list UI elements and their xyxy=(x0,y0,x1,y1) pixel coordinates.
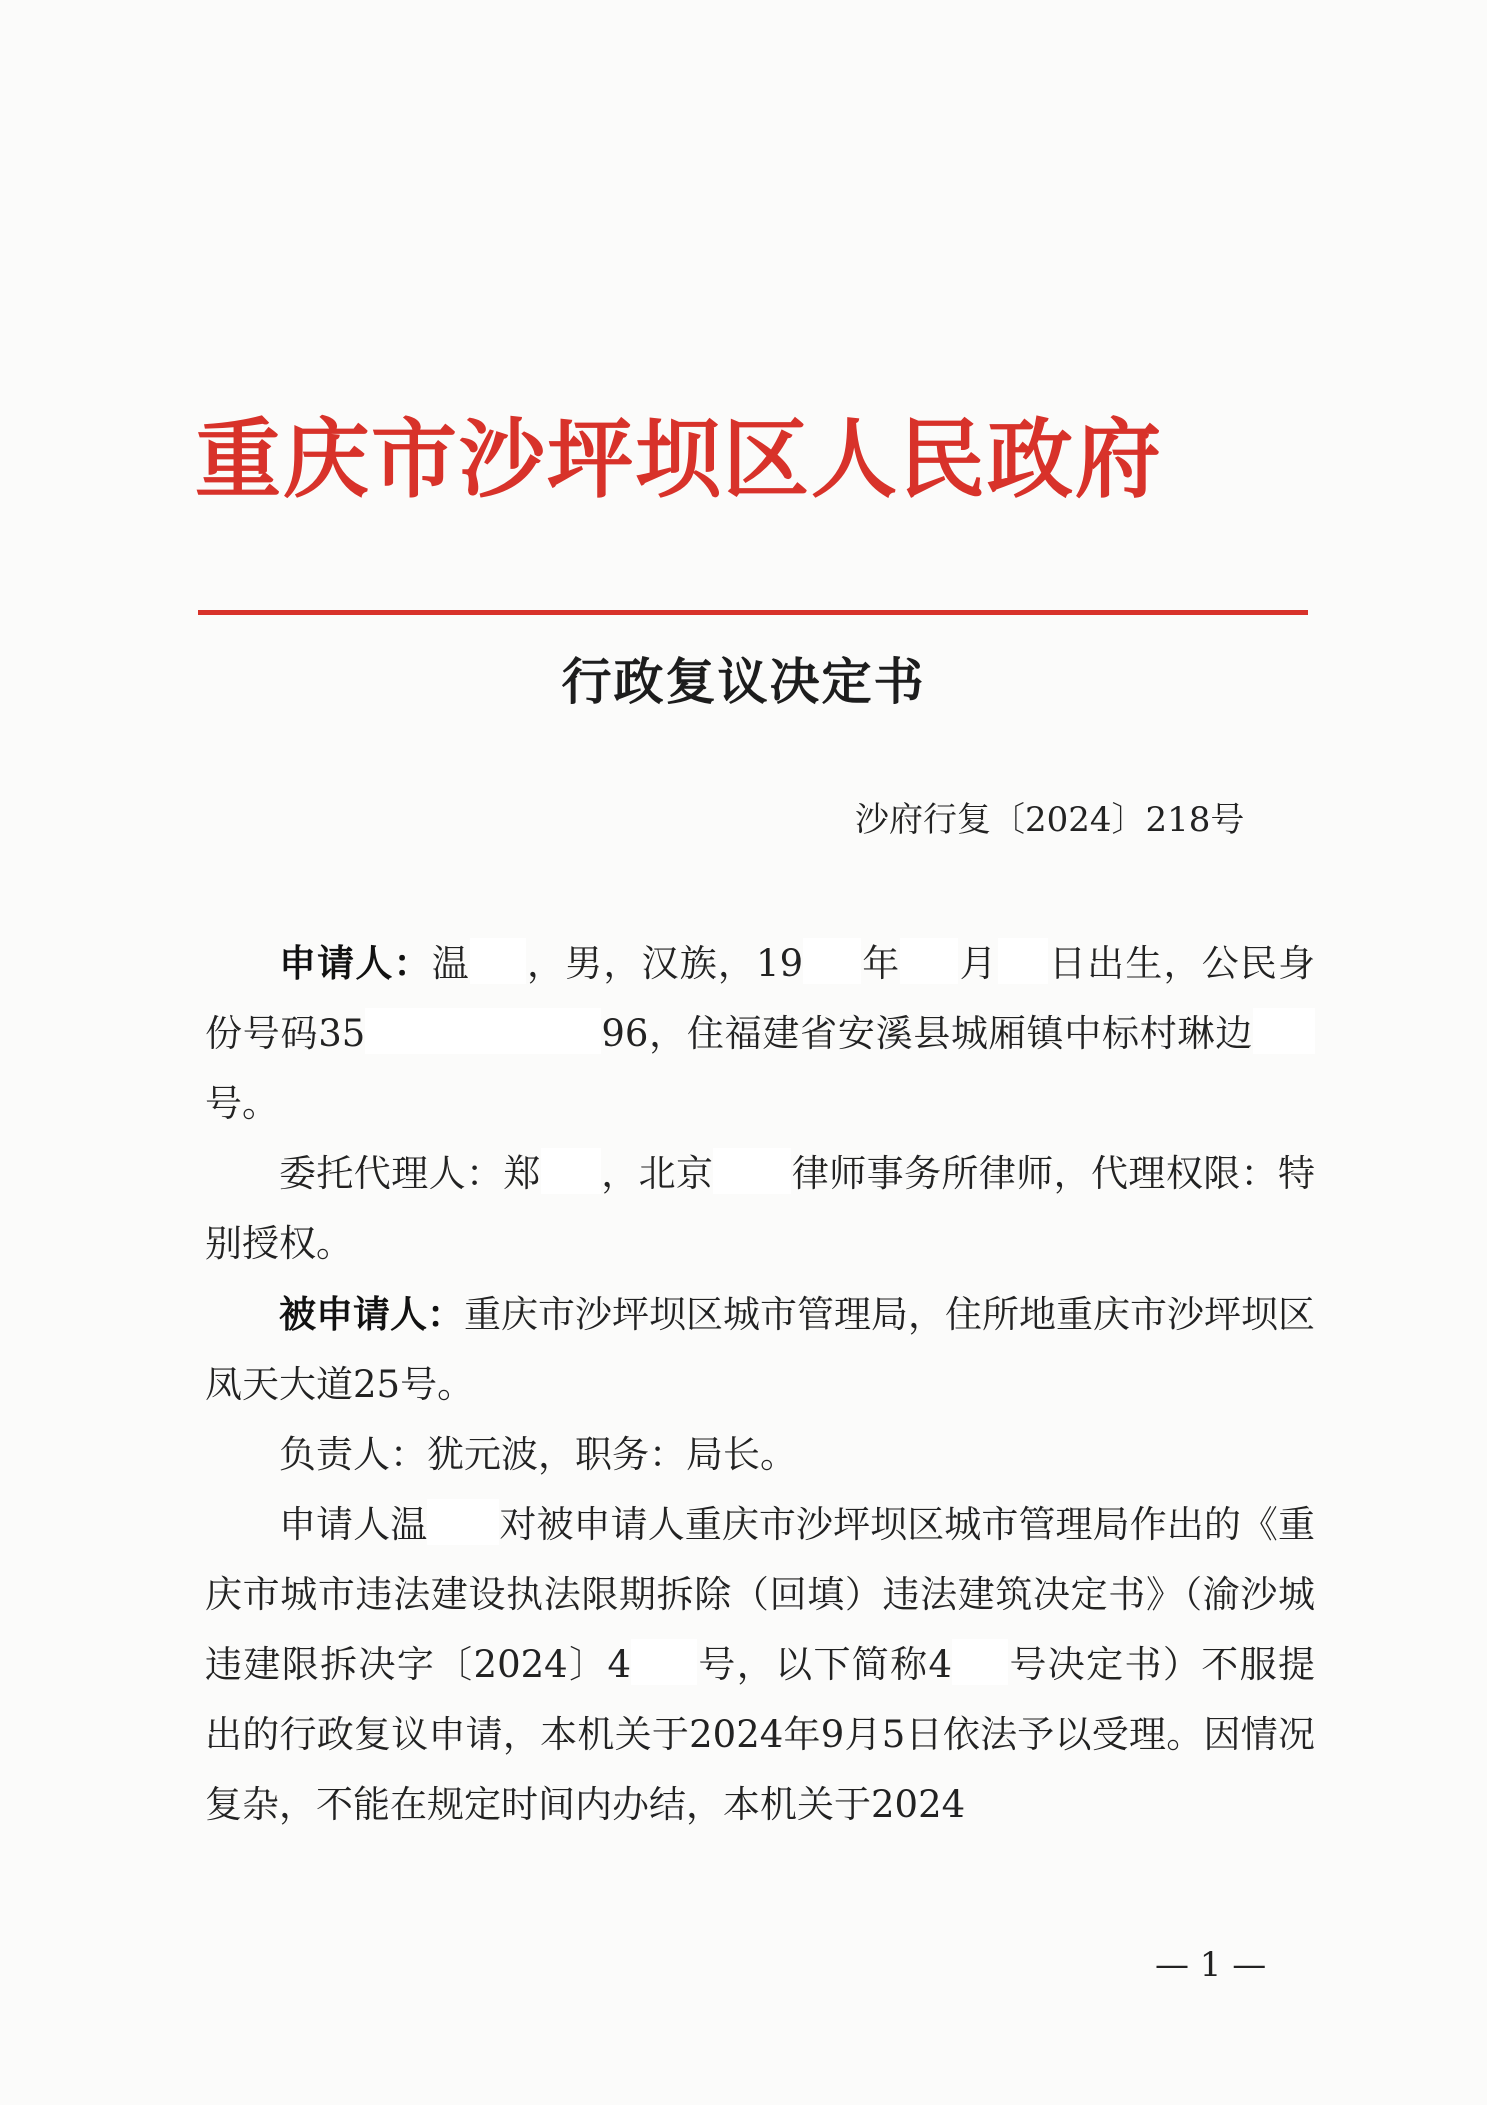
agent-text-3: 律师事务所律师，代理权限：特别授权。 xyxy=(205,1152,1316,1265)
document-title: 行政复议决定书 xyxy=(561,652,926,711)
document-body xyxy=(205,928,1315,1840)
applicant-text-4: 月 xyxy=(958,942,998,985)
red-divider-line xyxy=(198,610,1308,615)
page-number: — 1 — xyxy=(1155,1945,1267,1985)
redaction-box xyxy=(803,938,861,984)
applicant-text-6: 96，住福建省安溪县城厢镇中标村琳边 xyxy=(601,1012,1253,1055)
applicant-text-3: 年 xyxy=(861,942,901,985)
body-paragraph xyxy=(205,1490,1315,1840)
body-text-4: 号决定书）不服提出的行政复议申请，本机关于2024年9月5日依法予以受理。因情况复杂，不能在规定时间内办结，本机关于2024 xyxy=(205,1643,1315,1826)
body-text-2: 对被申请人重庆市沙坪坝区城市管理局作出的《重庆市城市违法建设执法限期拆除（回填）违法建筑决定书》（渝沙城违建限拆决字〔2024〕4 xyxy=(205,1503,1316,1686)
redaction-box xyxy=(631,1639,697,1685)
applicant-text-5: 日出生，公民身份号码35 xyxy=(205,942,1316,1055)
applicant-text-2: ，男，汉族，19 xyxy=(525,942,804,985)
redaction-box xyxy=(365,1008,601,1054)
redaction-box xyxy=(900,938,958,984)
applicant-text-7: 号。 xyxy=(205,1082,279,1125)
agent-text-2: ，北京 xyxy=(600,1152,714,1195)
redaction-box xyxy=(713,1148,791,1194)
respondent-label: 被申请人： xyxy=(279,1292,464,1336)
redaction-box xyxy=(470,938,526,984)
body-text-3: 号，以下简称4 xyxy=(696,1643,953,1686)
applicant-paragraph xyxy=(205,928,1315,1139)
principal-paragraph xyxy=(205,1420,1315,1490)
respondent-paragraph xyxy=(205,1279,1315,1420)
redaction-box xyxy=(998,938,1048,984)
body-text-1: 申请人温 xyxy=(279,1503,428,1546)
principal-text: 负责人：犹元波，职务：局长。 xyxy=(279,1433,797,1476)
applicant-text-1: 温 xyxy=(431,942,470,985)
redaction-box xyxy=(952,1639,1008,1685)
document-number: 沙府行复〔2024〕218号 xyxy=(855,800,1245,840)
agent-text-1: 委托代理人：郑 xyxy=(279,1152,541,1195)
applicant-label: 申请人： xyxy=(279,941,432,985)
redaction-box xyxy=(1253,1008,1315,1054)
redaction-box xyxy=(427,1499,499,1545)
agent-paragraph xyxy=(205,1139,1315,1279)
respondent-text: 重庆市沙坪坝区城市管理局，住所地重庆市沙坪坝区凤天大道25号。 xyxy=(205,1293,1315,1406)
issuing-authority-header: 重庆市沙坪坝区人民政府 xyxy=(195,409,1163,510)
redaction-box xyxy=(541,1148,601,1194)
